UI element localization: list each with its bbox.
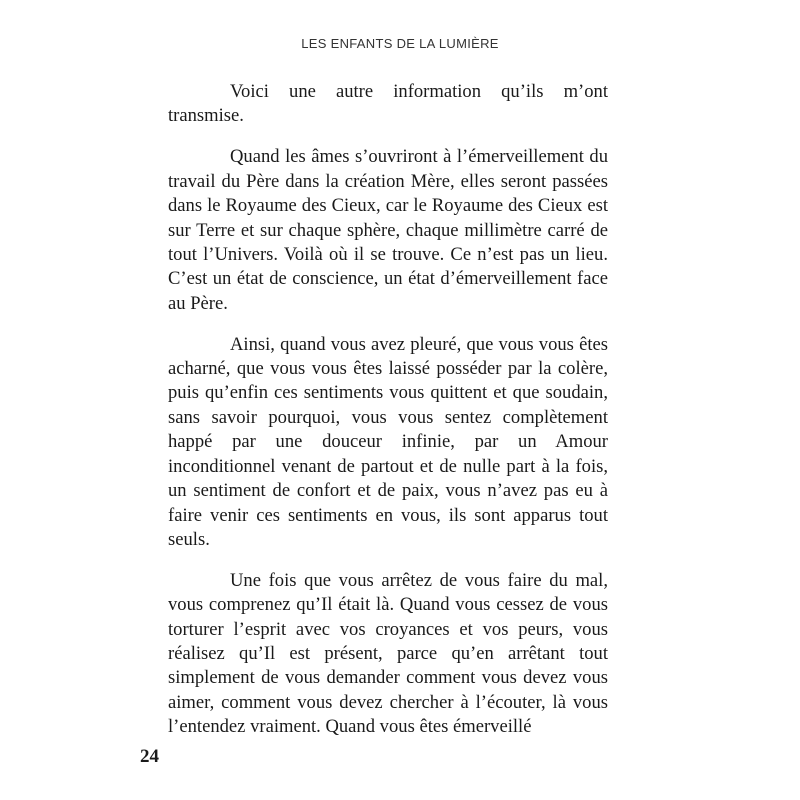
paragraph: Quand les âmes s’ouvriront à l’émerveillement du travail du Père dans la création Mère, elles seront passées dans le Royaume des Cieux, car le Royaume des Cieux est sur Terre et sur chaque sphère, chaque millimètre carré de tout l’Univers. Voilà où il se trouve. Ce n’est pas un lieu. C’est un état de conscience, un état d’émerveillement face au Père. [168, 146, 608, 314]
paragraph: Ainsi, quand vous avez pleuré, que vous vous êtes acharné, que vous vous êtes laissé posséder par la colère, puis qu’enfin ces sentiments vous quittent et que soudain, sans savoir pourquoi, vous vous sentez complètement happé par une douceur infinie, par un Amour inconditionnel venant de partout et de nulle part à la fois, un sentiment de confort et de paix, vous n’avez pas eu à faire venir ces sentiments en vous, ils sont apparus tout seuls. [168, 333, 608, 550]
page-number: 24 [140, 746, 159, 767]
paragraph: Une fois que vous arrêtez de vous faire du mal, vous comprenez qu’Il était là. Quand vous cessez de vous torturer l’esprit avec vos croyances et vos peurs, vous réalisez qu’Il est présent, parce qu’en arrêtant tout simplement de vous demander comment vous devez vous aimer, comment vous devez chercher à l’écouter, là vous l’entendez vraiment. Quand vous êtes émerveillé [168, 569, 608, 738]
body-text [168, 80, 608, 756]
running-header: LES ENFANTS DE LA LUMIÈRE [301, 36, 499, 51]
paragraph: Voici une autre information qu’ils m’ont transmise. [168, 81, 608, 127]
